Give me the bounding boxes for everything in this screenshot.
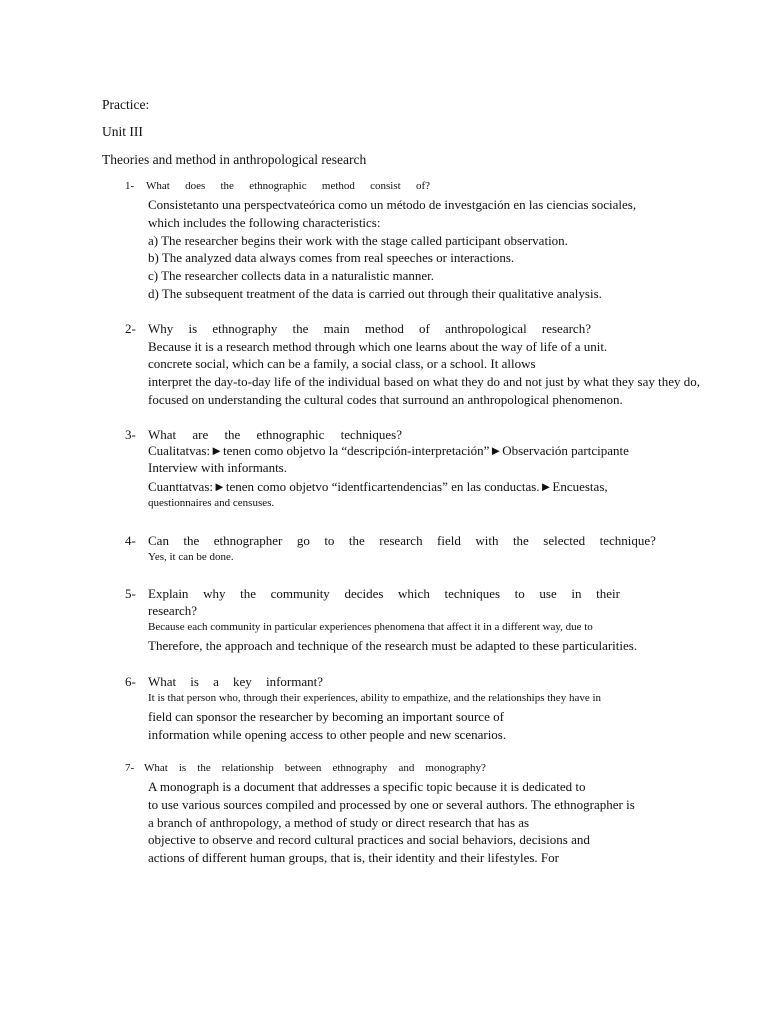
- question-text: What does the ethnographic method consist of?: [146, 180, 430, 192]
- practice-label: Practice:: [102, 97, 150, 112]
- question-text: What is the relationship between ethnography and monography?: [144, 762, 486, 774]
- question-text: Explain why the community decides which techniques to use in their: [148, 586, 620, 601]
- answer-line: a) The researcher begins their work with the stage called participant observation.: [148, 233, 568, 248]
- question-text: What are the ethnographic techniques?: [148, 427, 402, 442]
- answer-line: Because it is a research method through which one learns about the way of life of a unit.: [148, 339, 608, 354]
- question-text: What is a key informant?: [148, 674, 323, 689]
- question-number: 2-: [125, 321, 136, 336]
- answer-line: c) The researcher collects data in a naturalistic manner.: [148, 268, 434, 283]
- question-number: 7-: [125, 762, 135, 774]
- answer-line: field can sponsor the researcher by becoming an important source of: [148, 709, 504, 724]
- question-text: Can the ethnographer go to the research field with the selected technique?: [148, 533, 656, 548]
- answer-line: Cuanttatvas:►tenen como objetvo “identficartendencias” en las conductas.►Encuestas,: [148, 479, 608, 494]
- answer-line: Therefore, the approach and technique of the research must be adapted to these particularities.: [148, 638, 638, 653]
- question-number: 3-: [125, 427, 136, 442]
- answer-line: which includes the following characteristics:: [148, 215, 381, 230]
- answer-line: d) The subsequent treatment of the data is carried out through their qualitative analysis.: [148, 286, 602, 301]
- answer-line: information while opening access to other people and new scenarios.: [148, 727, 507, 742]
- answer-line: to use various sources compiled and processed by one or several authors. The ethnographer is: [148, 797, 635, 812]
- answer-line: Yes, it can be done.: [148, 551, 234, 563]
- answer-line: Cualitatvas:►tenen como objetvo la “descripción-interpretación”►Observación partcipante: [148, 443, 629, 458]
- section-title: Theories and method in anthropological research: [102, 152, 367, 167]
- answer-line: A monograph is a document that addresses a specific topic because it is dedicated to: [148, 779, 586, 794]
- question-text-continued: research?: [148, 603, 198, 618]
- answer-line: questionnaires and censuses.: [148, 497, 275, 509]
- answer-line: It is that person who, through their experiences, ability to empathize, and the relationships they have in: [148, 692, 602, 704]
- question-number: 1-: [125, 180, 135, 192]
- question-text: Why is ethnography the main method of anthropological research?: [148, 321, 591, 336]
- question-number: 5-: [125, 586, 136, 601]
- answer-line: objective to observe and record cultural practices and social behaviors, decisions and: [148, 832, 590, 847]
- answer-line: focused on understanding the cultural codes that surround an anthropological phenomenon.: [148, 392, 623, 407]
- answer-line: concrete social, which can be a family, a social class, or a school. It allows: [148, 356, 536, 371]
- answer-line: b) The analyzed data always comes from real speeches or interactions.: [148, 250, 515, 265]
- answer-line: interpret the day-to-day life of the individual based on what they do and not just by what they say they do,: [148, 374, 701, 389]
- unit-label: Unit III: [102, 124, 143, 139]
- answer-line: Interview with informants.: [148, 460, 287, 475]
- answer-line: a branch of anthropology, a method of study or direct research that has as: [148, 815, 530, 830]
- question-number: 6-: [125, 674, 136, 689]
- answer-line: Consistetanto una perspectvateórica como un método de investgación en las ciencias sociales,: [148, 197, 637, 212]
- question-number: 4-: [125, 533, 136, 548]
- answer-line: Because each community in particular experiences phenomena that affect it in a different way, due to: [148, 621, 593, 633]
- answer-line: actions of different human groups, that is, their identity and their lifestyles. For: [148, 850, 559, 865]
